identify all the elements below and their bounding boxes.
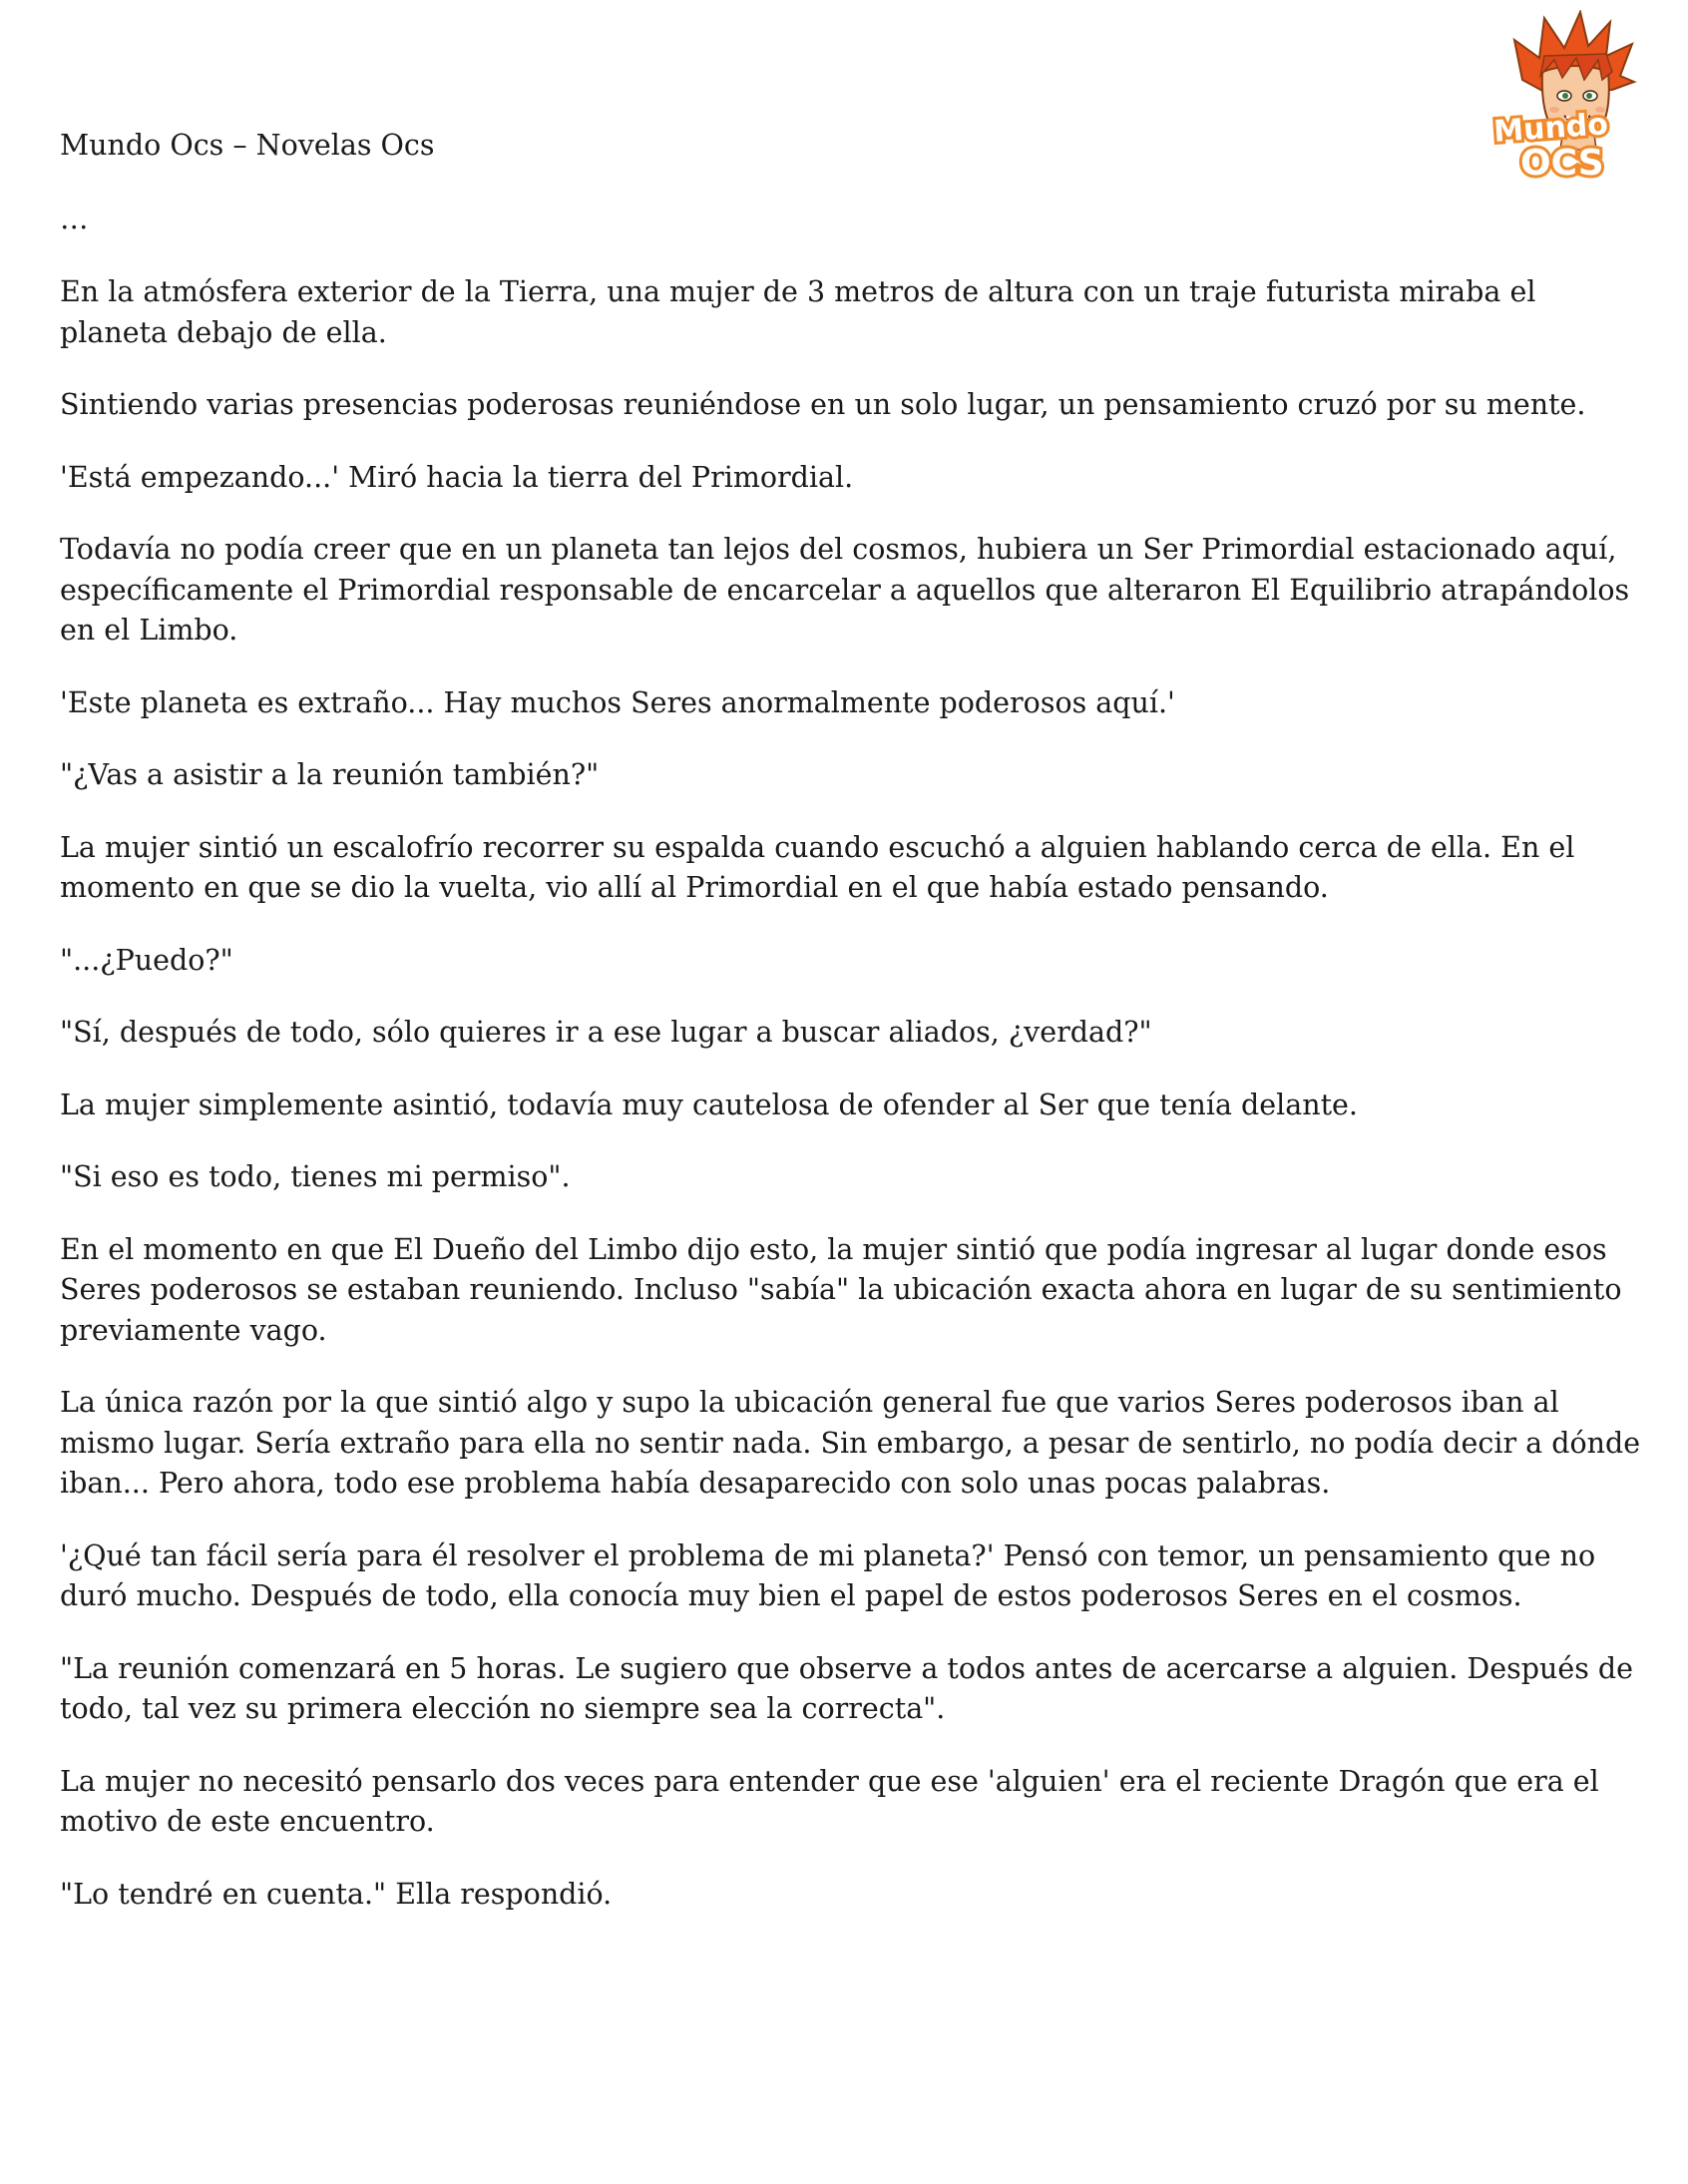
paragraph: "Sí, después de todo, sólo quieres ir a ese lugar a buscar aliados, ¿verdad?" (60, 1016, 1152, 1049)
paragraph: Sintiendo varias presencias poderosas reuniéndose en un solo lugar, un pensamiento cruzó por su mente. (60, 388, 1586, 421)
paragraph: En el momento en que El Dueño del Limbo dijo esto, la mujer sintió que podía ingresar al lugar donde esos Seres poderosos se estaban reuniendo. Incluso "sabía" la ubicación exacta ahora en lugar de su sentimiento previamente vago. (60, 1232, 1622, 1347)
document-body (60, 126, 1646, 1947)
paragraph: '¿Qué tan fácil sería para él resolver el problema de mi planeta?' Pensó con temor, un pensamiento que no duró mucho. Después de todo, ella conocía muy bien el papel de estos poderosos Seres en el cosmos. (60, 1538, 1596, 1612)
paragraph: "Si eso es todo, tienes mi permiso". (60, 1160, 571, 1193)
paragraph: La mujer sintió un escalofrío recorrer su espalda cuando escuchó a alguien hablando cerca de ella. En el momento en que se dio la vuelta, vio allí al Primordial en el que había estado pensando. (60, 830, 1575, 904)
paragraph: La única razón por la que sintió algo y supo la ubicación general fue que varios Seres poderosos iban al mismo lugar. Sería extraño para ella no sentir nada. Sin embargo, a pesar de sentirlo, no podía decir a dónde iban... Pero ahora, todo ese problema había desaparecido con solo unas pocas palabras. (60, 1386, 1641, 1500)
paragraph: 'Este planeta es extraño... Hay muchos Seres anormalmente poderosos aquí.' (60, 685, 1175, 719)
paragraph: "La reunión comenzará en 5 horas. Le sugiero que observe a todos antes de acercarse a alguien. Después de todo, tal vez su primera elección no siempre sea la correcta". (60, 1651, 1633, 1725)
paragraph: "¿Vas a asistir a la reunión también?" (60, 758, 600, 791)
paragraph: … (60, 202, 89, 235)
paragraph: La mujer simplemente asintió, todavía muy cautelosa de ofender al Ser que tenía delante. (60, 1088, 1358, 1121)
paragraph: En la atmósfera exterior de la Tierra, una mujer de 3 metros de altura con un traje futurista miraba el planeta debajo de ella. (60, 275, 1536, 349)
svg-text:OCS: OCS (1520, 143, 1604, 180)
document-header: Mundo Ocs – Novelas Ocs (60, 129, 435, 162)
paragraph: "Lo tendré en cuenta." Ella respondió. (60, 1877, 613, 1911)
paragraph: "...¿Puedo?" (60, 943, 233, 977)
paragraph: 'Está empezando...' Miró hacia la tierra del Primordial. (60, 460, 854, 494)
paragraph: Todavía no podía creer que en un planeta tan lejos del cosmos, hubiera un Ser Primordial estacionado aquí, específicamente el Primordial responsable de encarcelar a aquellos que alteraron El Equilibrio atrapándolos en el Limbo. (60, 533, 1630, 647)
paragraph: La mujer no necesitó pensarlo dos veces para entender que ese 'alguien' era el reciente Dragón que era el motivo de este encuentro. (60, 1764, 1599, 1838)
svg-text:Mundo: Mundo (1492, 107, 1609, 150)
